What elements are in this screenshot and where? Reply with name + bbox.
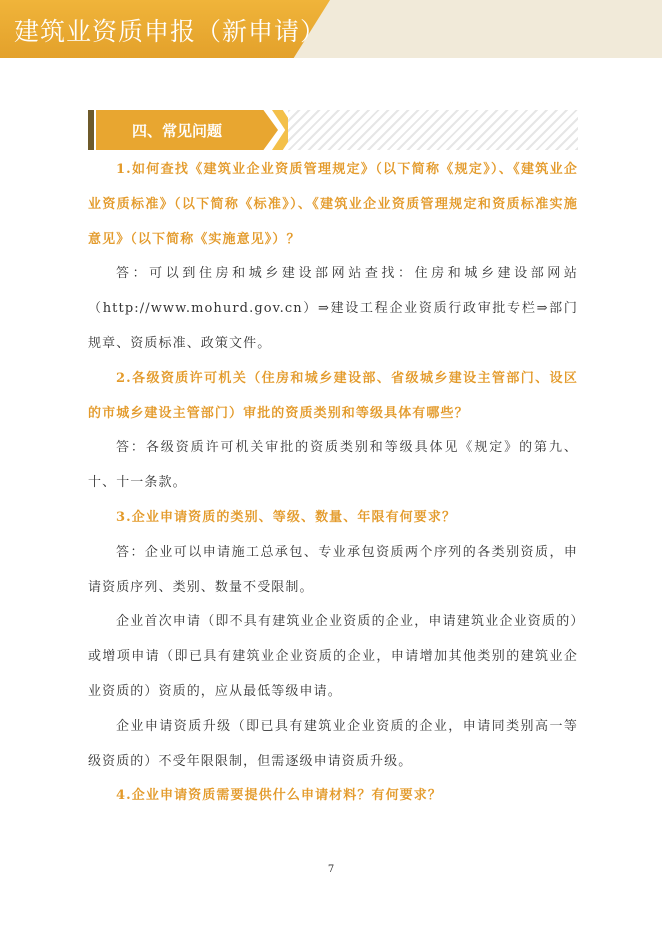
faq-answer-1: 答：可以到住房和城乡建设部网站查找：住房和城乡建设部网站（http://www.mohurd.gov.cn）⇒建设工程企业资质行政审批专栏⇒部门规章、资质标准、政策文件。	[88, 266, 578, 351]
faq-question-2: 2.各级资质许可机关（住房和城乡建设部、省级城乡建设主管部门、设区的市城乡建设主管部门）审批的资质类别和等级具体有哪些？	[88, 370, 578, 421]
page-number: 7	[327, 864, 335, 875]
faq-answer-2: 答：各级资质许可机关审批的资质类别和等级具体见《规定》的第九、十、十一条款。	[88, 440, 578, 491]
section-hatch-pattern	[288, 110, 578, 150]
faq-answer-3-paragraph-2: 企业首次申请（即不具有建筑业企业资质的企业，申请建筑业企业资质的）或增项申请（即已具有建筑业企业资质的企业，申请增加其他类别的建筑业企业资质的）资质的，应从最低等级申请。	[88, 614, 578, 699]
section-edge-mark	[88, 110, 94, 150]
faq-question-4: 4.企业申请资质需要提供什么申请材料？有何要求？	[116, 788, 442, 804]
faq-question-1: 1.如何查找《建筑业企业资质管理规定》（以下简称《规定》）、《建筑业企业资质标准》（以下简称《标准》）、《建筑业企业资质管理规定和资质标准实施意见》（以下简称《实施意见》）？	[88, 162, 578, 247]
faq-question-3: 3.企业申请资质的类别、等级、数量、年限有何要求？	[116, 509, 457, 525]
document-title: 建筑业资质申报（新申请）	[14, 17, 327, 46]
faq-content	[88, 153, 578, 814]
faq-answer-3-paragraph-3: 企业申请资质升级（即已具有建筑业企业资质的企业，申请同类别高一等级资质的）不受年限限制，但需逐级申请资质升级。	[88, 718, 578, 769]
faq-answer-3: 答：企业可以申请施工总承包、专业承包资质两个序列的各类别资质，申请资质序列、类别、数量不受限制。	[88, 544, 578, 595]
section-title: 四、常见问题	[132, 122, 223, 140]
section-header	[88, 110, 578, 150]
